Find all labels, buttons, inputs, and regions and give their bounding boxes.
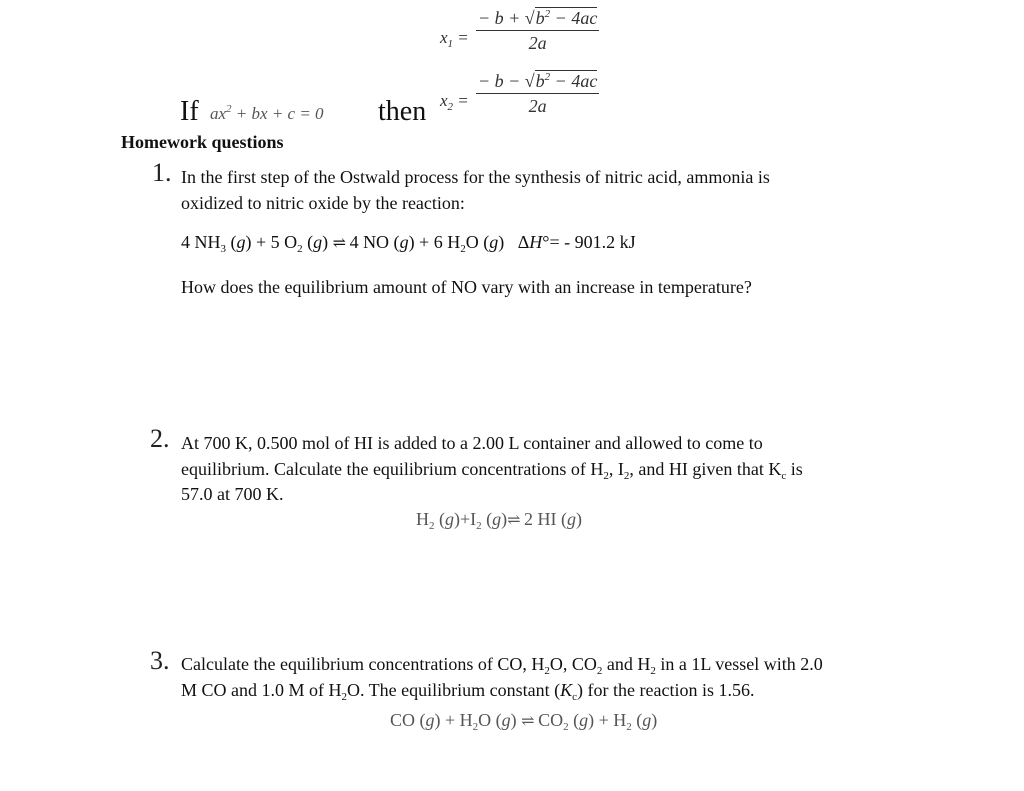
question-1-number: 1. bbox=[152, 158, 172, 187]
x2-numerator: − $b - √b^2 - 4ac$ bbox=[476, 71, 599, 94]
x1-denominator: 2a bbox=[528, 33, 547, 53]
x1-label: $x_1$ = bbox=[440, 28, 469, 50]
question-2-reaction: $H_2$ $(g)+I_2$ (g)⇌ 2 HI (g) bbox=[416, 509, 583, 532]
question-1-line1: In the first step of the Ostwald process for the synthesis of nitric acid, ammonia is bbox=[181, 167, 770, 187]
question-1-line2: oxidized to nitric oxide by the reaction: bbox=[181, 192, 465, 213]
question-2-line2: equilibrium. Calculate the equilibrium concentrations of $H_2$, $I_2$, and HI given that $K_c$ is bbox=[181, 458, 803, 482]
x1-numerator: − $b + √b^2 - 4ac$ bbox=[476, 8, 599, 31]
section-heading: Homework questions bbox=[121, 132, 284, 152]
question-1-prompt: How does the equilibrium amount of NO vary with an increase in temperature? bbox=[181, 277, 752, 297]
x2-denominator: 2a bbox=[528, 96, 547, 116]
question-2-line1: At 700 K, 0.500 mol of HI is added to a 2.00 L container and allowed to come to bbox=[181, 433, 763, 453]
question-1-text bbox=[181, 165, 770, 216]
if-word: If bbox=[180, 96, 199, 127]
question-1-reaction: 4 $NH_3$ (g) + 5 $O_2$ (g) ⇌ 4 NO (g) + 6 $H_2O$ (g) ΔH°= - 901.2 kJ bbox=[181, 232, 636, 255]
x1-fraction bbox=[476, 8, 599, 54]
question-2-number: 2. bbox=[150, 424, 170, 453]
question-2-text bbox=[181, 431, 803, 508]
question-3-reaction: CO $(g) + H_2O$ (g) ⇌ $CO_2$ $(g) + H_2$ (g) bbox=[390, 710, 658, 733]
x2-label: $x_2$ = bbox=[440, 91, 469, 113]
question-2-line3: 57.0 at 700 K. bbox=[181, 484, 284, 505]
question-3-number: 3. bbox=[150, 646, 170, 675]
question-3-text bbox=[181, 652, 823, 703]
x2-fraction bbox=[476, 71, 599, 117]
quadratic-equation: $ax^2$ + bx + c = 0 bbox=[210, 103, 324, 123]
then-word: then bbox=[378, 96, 427, 127]
question-3-line2: M CO and 1.0 M of $H_2O$. The equilibrium constant $(K_c)$ for the reaction is 1.56. bbox=[181, 679, 755, 703]
question-3-line1: Calculate the equilibrium concentrations of CO, $H_2O$, $CO_2$ and $H_2$ in a 1L vessel with 2.0 bbox=[181, 654, 823, 677]
